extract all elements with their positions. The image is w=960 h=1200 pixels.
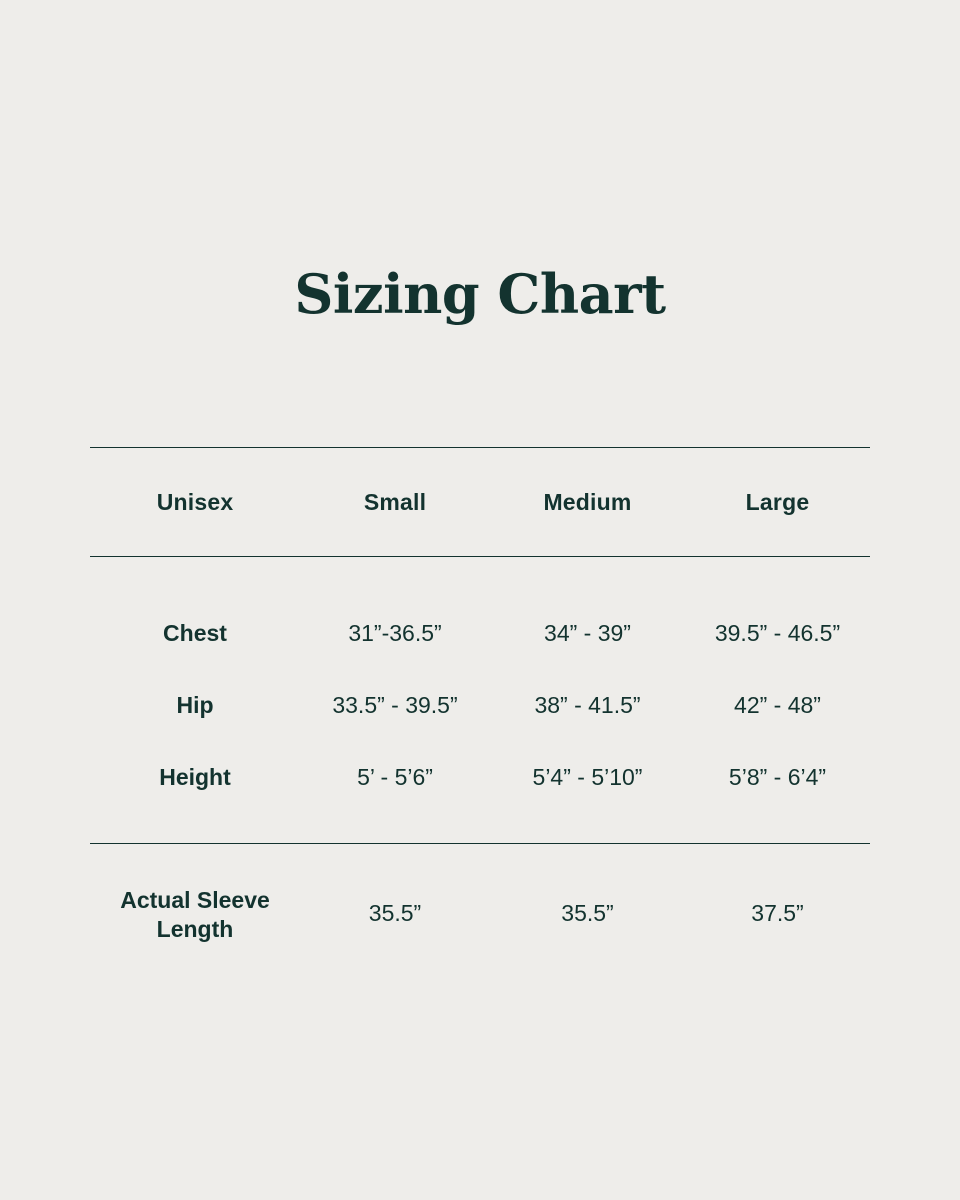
table-row xyxy=(90,597,870,669)
cell-height-large: 5’8” - 6’4” xyxy=(728,763,827,790)
sizing-table xyxy=(90,447,870,970)
cell-sleeve-large: 37.5” xyxy=(751,899,804,926)
page-title: Sizing Chart xyxy=(294,262,666,326)
row-label-height: Height xyxy=(159,763,231,790)
spacer-cell xyxy=(300,557,490,597)
row-label-chest: Chest xyxy=(163,619,227,646)
cell-height-small: 5’ - 5’6” xyxy=(357,763,433,790)
cell-sleeve-medium: 35.5” xyxy=(561,899,614,926)
spacer-cell xyxy=(490,813,685,844)
cell-hip-small: 33.5” - 39.5” xyxy=(332,691,458,718)
table-row xyxy=(90,741,870,813)
spacer-cell xyxy=(685,557,870,597)
spacer-cell xyxy=(685,813,870,844)
table-row xyxy=(90,669,870,741)
column-header-medium: Medium xyxy=(543,488,632,515)
spacer-cell xyxy=(300,813,490,844)
row-label-actual-sleeve-length: Actual Sleeve Length xyxy=(120,887,270,942)
table-row-sleeve xyxy=(90,844,870,970)
column-header-large: Large xyxy=(745,488,810,515)
cell-hip-large: 42” - 48” xyxy=(734,691,821,718)
cell-height-medium: 5’4” - 5’10” xyxy=(532,763,643,790)
cell-sleeve-small: 35.5” xyxy=(368,899,422,926)
cell-chest-large: 39.5” - 46.5” xyxy=(714,619,841,646)
cell-chest-medium: 34” - 39” xyxy=(544,619,631,646)
table-spacer xyxy=(90,557,870,597)
table-spacer xyxy=(90,813,870,844)
spacer-cell xyxy=(90,557,300,597)
cell-hip-medium: 38” - 41.5” xyxy=(534,691,641,718)
row-label-hip: Hip xyxy=(176,691,214,718)
column-header-small: Small xyxy=(363,488,427,515)
table-header-row xyxy=(90,448,870,557)
spacer-cell xyxy=(90,813,300,844)
column-header-unisex: Unisex xyxy=(156,488,234,515)
spacer-cell xyxy=(490,557,685,597)
sizing-table-wrapper xyxy=(90,447,870,970)
cell-chest-small: 31”-36.5” xyxy=(348,619,442,646)
